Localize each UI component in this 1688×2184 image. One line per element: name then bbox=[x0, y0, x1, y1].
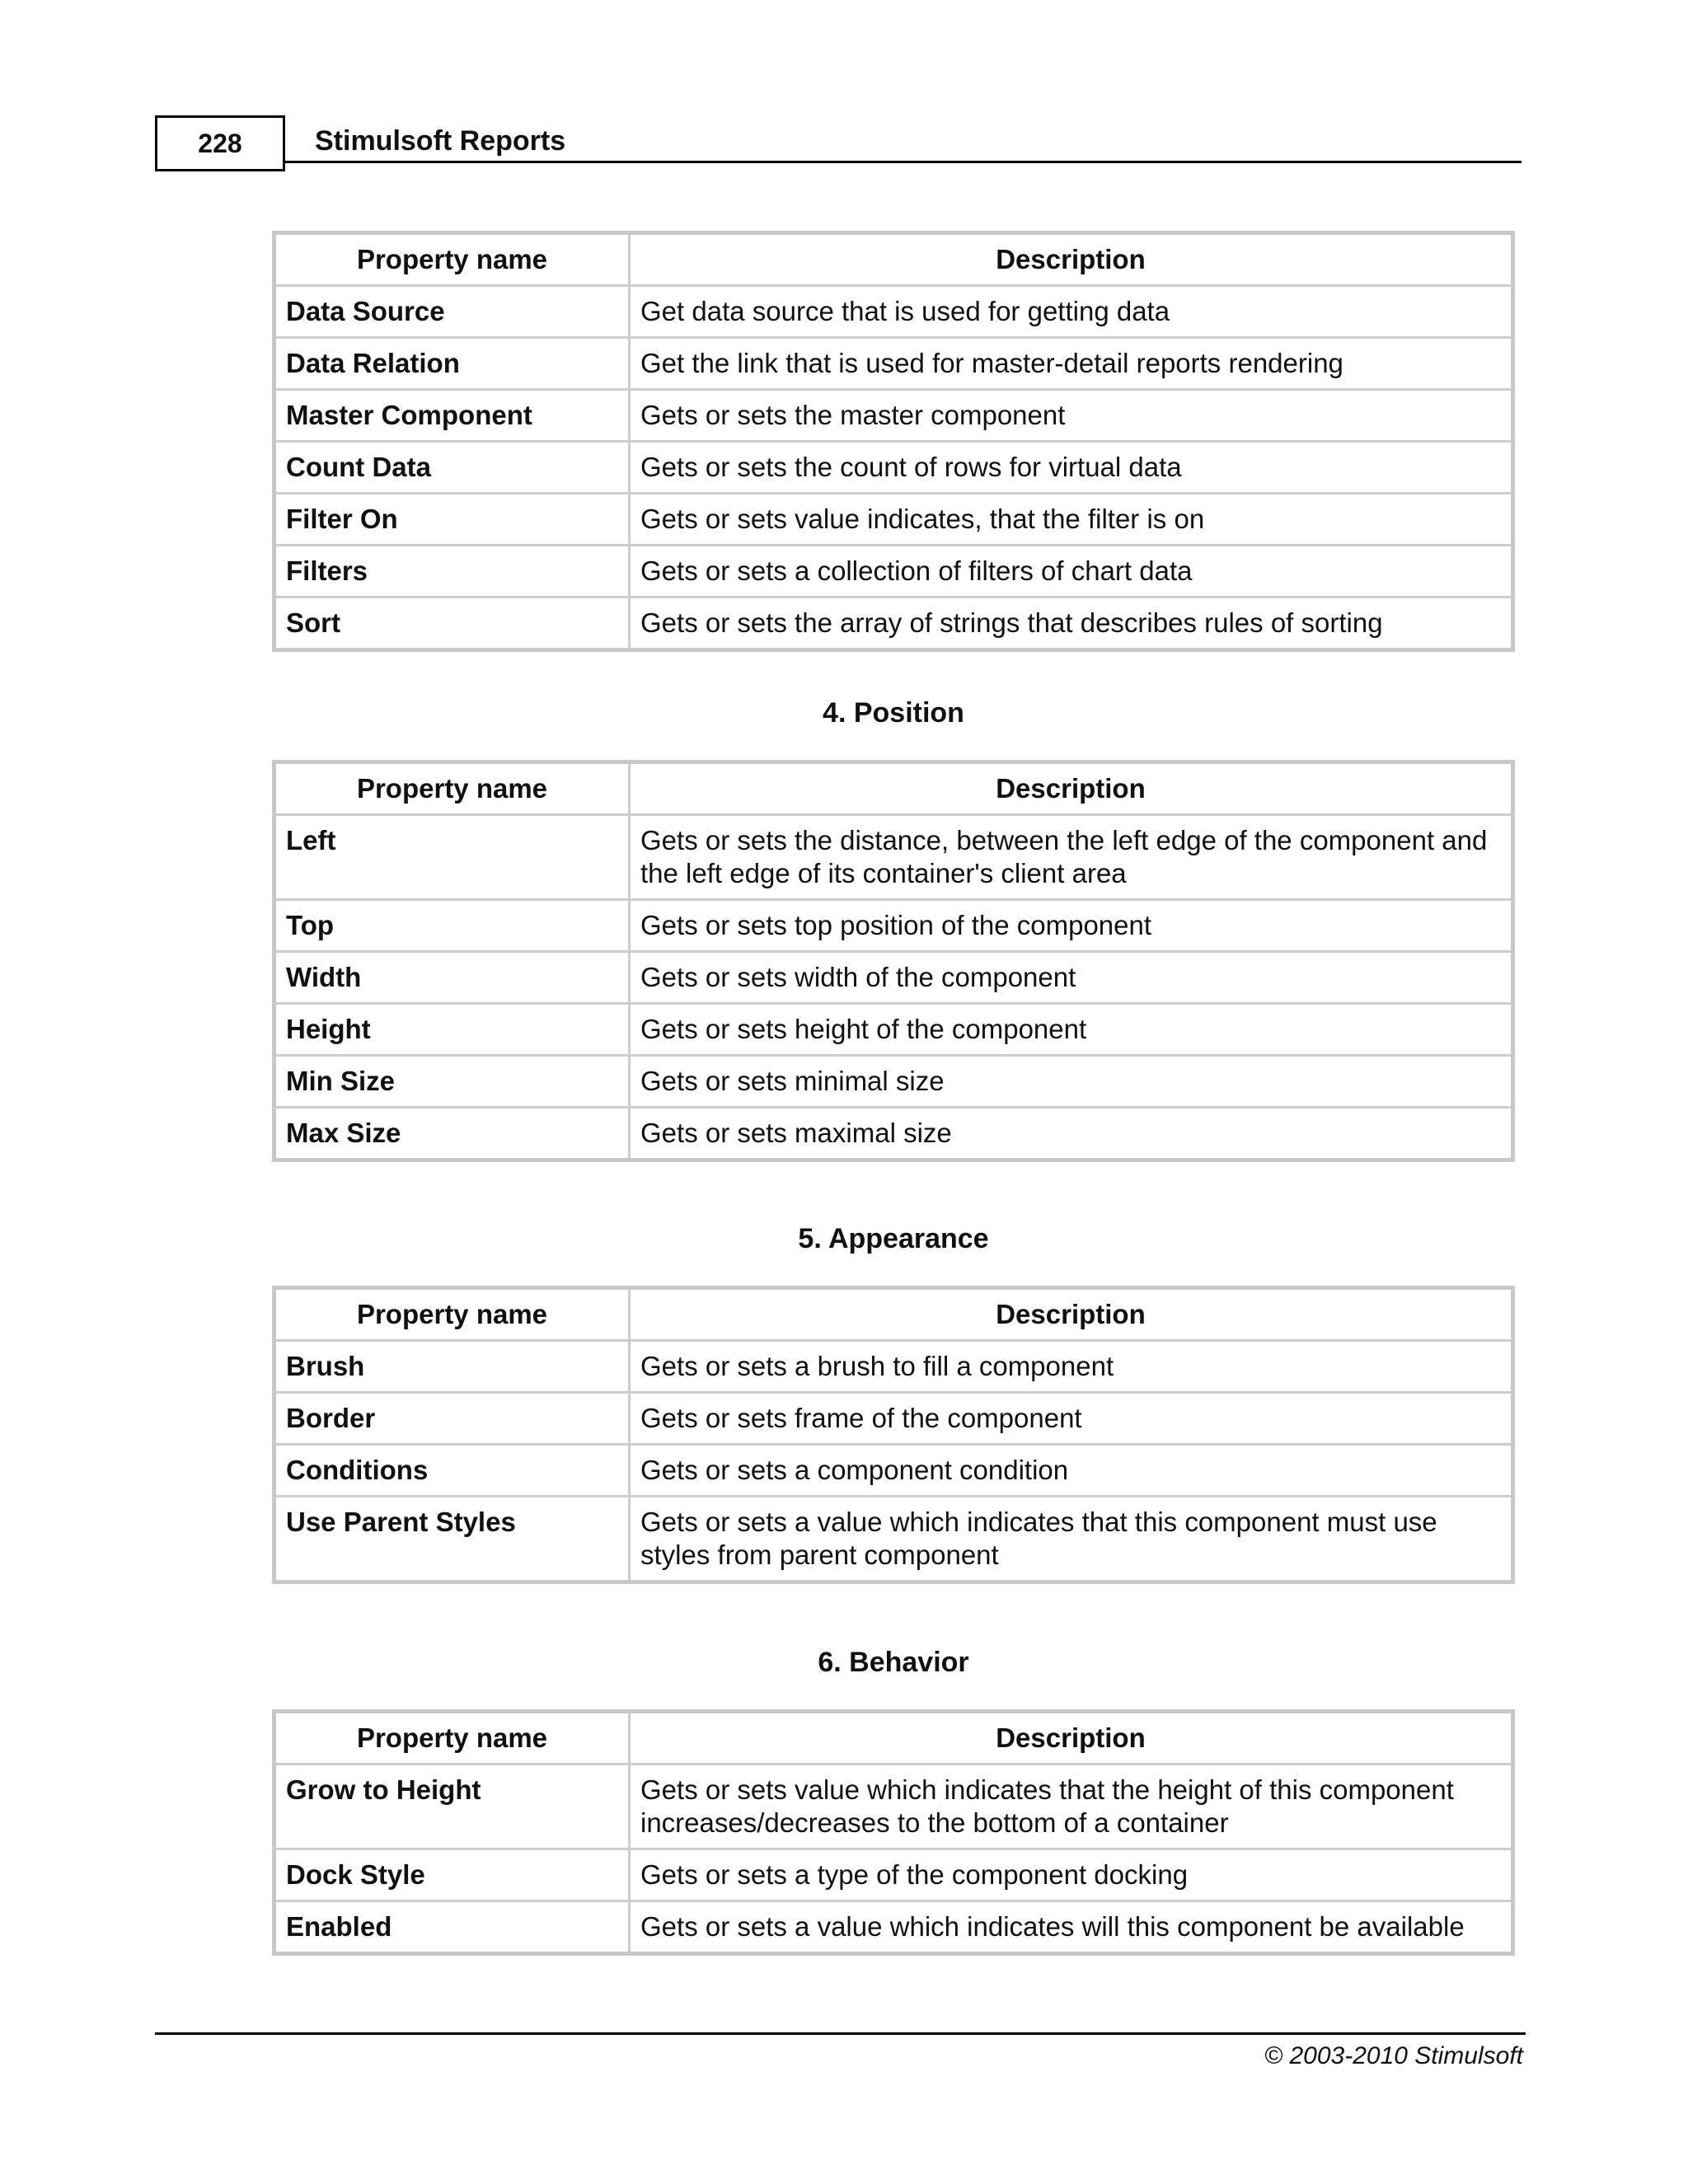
property-name-cell: Data Source bbox=[274, 286, 630, 338]
table-row bbox=[274, 286, 1513, 338]
property-name-cell: Min Size bbox=[274, 1056, 630, 1108]
property-name-cell: Height bbox=[274, 1004, 630, 1056]
property-description-cell: Get data source that is used for getting data bbox=[630, 286, 1513, 338]
table-row bbox=[274, 390, 1513, 442]
appearance-properties-table bbox=[272, 1286, 1515, 1584]
property-name-cell: Sort bbox=[274, 598, 630, 650]
property-description-cell: Gets or sets a value which indicates will this component be available bbox=[630, 1901, 1513, 1954]
property-name-cell: Left bbox=[274, 815, 630, 900]
property-description-cell: Gets or sets value which indicates that the height of this component increases/decreases to the bottom of a container bbox=[630, 1765, 1513, 1849]
table-row bbox=[274, 952, 1513, 1004]
header-rule bbox=[285, 161, 1522, 163]
property-name-cell: Grow to Height bbox=[274, 1765, 630, 1849]
section-title-appearance: 5. Appearance bbox=[798, 1223, 989, 1254]
table-header-row bbox=[274, 233, 1513, 286]
table-row bbox=[274, 1108, 1513, 1160]
footer-rule bbox=[155, 2032, 1526, 2035]
property-description-cell: Gets or sets value indicates, that the filter is on bbox=[630, 494, 1513, 546]
table-row bbox=[274, 1341, 1513, 1393]
property-description-cell: Gets or sets minimal size bbox=[630, 1056, 1513, 1108]
table-row bbox=[274, 598, 1513, 650]
section-title-behavior: 6. Behavior bbox=[818, 1647, 969, 1678]
property-name-cell: Use Parent Styles bbox=[274, 1497, 630, 1582]
column-header-property-name: Property name bbox=[274, 1712, 630, 1765]
property-name-cell: Filters bbox=[274, 546, 630, 598]
position-properties-table bbox=[272, 760, 1515, 1162]
property-description-cell: Gets or sets a component condition bbox=[630, 1445, 1513, 1497]
property-description-cell: Gets or sets a type of the component docking bbox=[630, 1849, 1513, 1901]
property-description-cell: Gets or sets maximal size bbox=[630, 1108, 1513, 1160]
column-header-property-name: Property name bbox=[274, 762, 630, 815]
property-name-cell: Max Size bbox=[274, 1108, 630, 1160]
property-description-cell: Gets or sets the distance, between the left edge of the component and the left edge of its container's client area bbox=[630, 815, 1513, 900]
table-row bbox=[274, 1901, 1513, 1954]
property-name-cell: Filter On bbox=[274, 494, 630, 546]
property-description-cell: Gets or sets a value which indicates that this component must use styles from parent component bbox=[630, 1497, 1513, 1582]
property-description-cell: Gets or sets the array of strings that describes rules of sorting bbox=[630, 598, 1513, 650]
table-row bbox=[274, 900, 1513, 952]
column-header-description: Description bbox=[630, 1712, 1513, 1765]
property-name-cell: Data Relation bbox=[274, 338, 630, 390]
table-row bbox=[274, 1849, 1513, 1901]
property-name-cell: Border bbox=[274, 1393, 630, 1445]
property-description-cell: Get the link that is used for master-detail reports rendering bbox=[630, 338, 1513, 390]
property-description-cell: Gets or sets top position of the component bbox=[630, 900, 1513, 952]
table-header-row bbox=[274, 1288, 1513, 1341]
column-header-description: Description bbox=[630, 233, 1513, 286]
table-row bbox=[274, 1393, 1513, 1445]
column-header-property-name: Property name bbox=[274, 1288, 630, 1341]
column-header-description: Description bbox=[630, 762, 1513, 815]
running-header-title: Stimulsoft Reports bbox=[315, 125, 566, 157]
table-header-row bbox=[274, 1712, 1513, 1765]
column-header-description: Description bbox=[630, 1288, 1513, 1341]
property-description-cell: Gets or sets height of the component bbox=[630, 1004, 1513, 1056]
property-name-cell: Top bbox=[274, 900, 630, 952]
footer-copyright: © 2003-2010 Stimulsoft bbox=[1264, 2042, 1523, 2069]
property-name-cell: Enabled bbox=[274, 1901, 630, 1954]
property-name-cell: Master Component bbox=[274, 390, 630, 442]
property-description-cell: Gets or sets a brush to fill a component bbox=[630, 1341, 1513, 1393]
table-row bbox=[274, 1765, 1513, 1849]
page-number: 228 bbox=[155, 115, 285, 171]
property-description-cell: Gets or sets width of the component bbox=[630, 952, 1513, 1004]
data-properties-table bbox=[272, 231, 1515, 652]
table-header-row bbox=[274, 762, 1513, 815]
property-name-cell: Width bbox=[274, 952, 630, 1004]
property-description-cell: Gets or sets the master component bbox=[630, 390, 1513, 442]
table-row bbox=[274, 494, 1513, 546]
table-row bbox=[274, 1004, 1513, 1056]
table-row bbox=[274, 442, 1513, 494]
column-header-property-name: Property name bbox=[274, 233, 630, 286]
table-row bbox=[274, 338, 1513, 390]
table-row bbox=[274, 815, 1513, 900]
property-name-cell: Dock Style bbox=[274, 1849, 630, 1901]
section-title-position: 4. Position bbox=[823, 697, 964, 729]
property-name-cell: Conditions bbox=[274, 1445, 630, 1497]
table-row bbox=[274, 1445, 1513, 1497]
property-name-cell: Brush bbox=[274, 1341, 630, 1393]
property-description-cell: Gets or sets the count of rows for virtual data bbox=[630, 442, 1513, 494]
table-row bbox=[274, 546, 1513, 598]
property-name-cell: Count Data bbox=[274, 442, 630, 494]
behavior-properties-table bbox=[272, 1709, 1515, 1956]
table-row bbox=[274, 1056, 1513, 1108]
property-description-cell: Gets or sets frame of the component bbox=[630, 1393, 1513, 1445]
table-row bbox=[274, 1497, 1513, 1582]
property-description-cell: Gets or sets a collection of filters of chart data bbox=[630, 546, 1513, 598]
